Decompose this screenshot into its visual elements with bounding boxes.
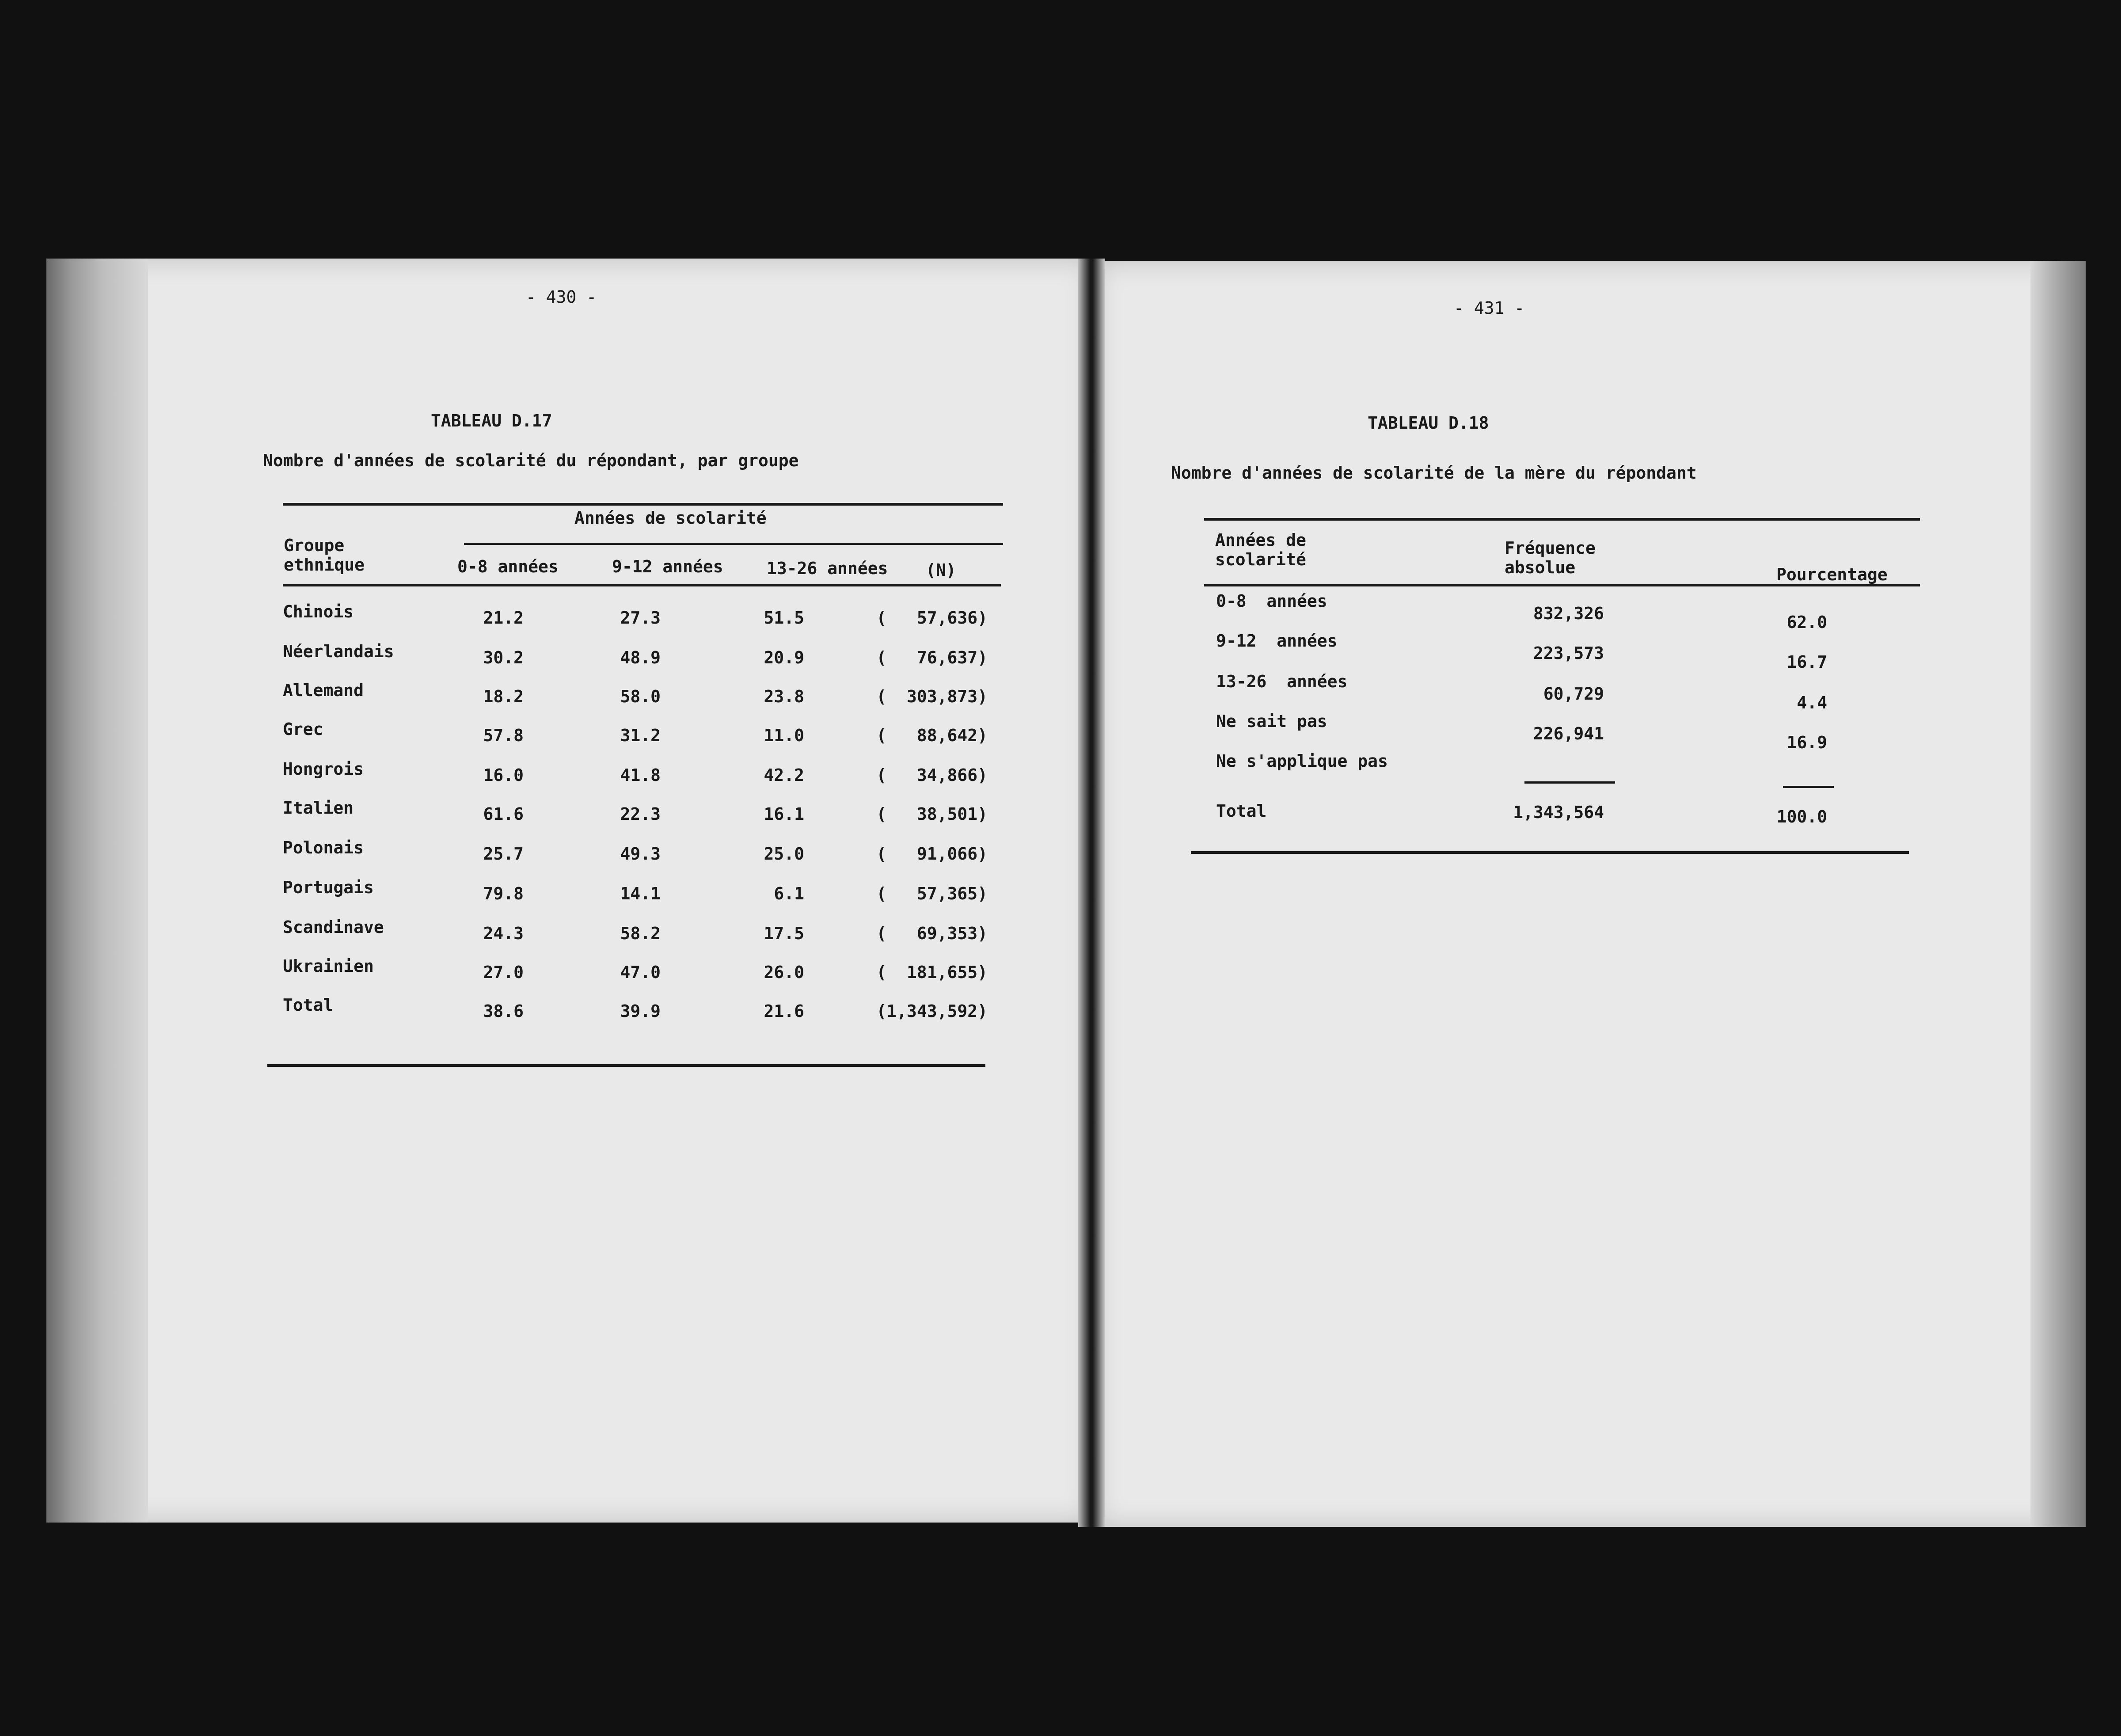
cell-pct-9-12: 58.2: [620, 924, 661, 943]
cell-n: ( 91,066): [876, 844, 988, 864]
cell-pct-0-8: 25.7: [483, 844, 524, 864]
left-col-header-group: Groupe ethnique: [284, 536, 365, 575]
cell-percent: 16.7: [1787, 652, 1827, 672]
right-col-header-frequency: Fréquence absolue: [1505, 538, 1596, 577]
right-sum-rule-frequency: [1524, 781, 1615, 784]
cell-n: ( 88,642): [876, 726, 988, 745]
cell-pct-13-26: 42.2: [764, 765, 804, 785]
cell-group: Hongrois: [283, 759, 364, 779]
cell-group: Scandinave: [283, 917, 384, 937]
left-header-rule: [283, 584, 1001, 586]
cell-group: Grec: [283, 720, 323, 739]
cell-n: ( 57,365): [876, 884, 988, 903]
cell-pct-9-12: 47.0: [620, 963, 661, 982]
cell-n: ( 303,873): [876, 687, 988, 706]
cell-pct-0-8: 16.0: [483, 765, 524, 785]
left-col-header-13-26: 13-26 années: [767, 559, 888, 578]
cell-years: Ne sait pas: [1216, 712, 1327, 731]
left-table-title: Nombre d'années de scolarité du répondant, par groupe: [263, 451, 799, 470]
cell-pct-9-12: 14.1: [620, 884, 661, 903]
cell-n: ( 34,866): [876, 765, 988, 785]
right-page-edge: [2030, 261, 2086, 1527]
left-spanner-rule: [464, 543, 1003, 545]
cell-group: Allemand: [283, 681, 364, 700]
left-table-id: TABLEAU D.17: [431, 411, 552, 430]
right-top-rule: [1204, 518, 1920, 521]
right-page: [1096, 261, 2086, 1527]
cell-pct-0-8: 57.8: [483, 726, 524, 745]
cell-pct-9-12: 58.0: [620, 687, 661, 706]
right-col-header-percent: Pourcentage: [1776, 565, 1888, 584]
left-spanner-header: Années de scolarité: [574, 508, 767, 528]
cell-pct-9-12: 48.9: [620, 648, 661, 667]
cell-pct-13-26: 11.0: [764, 726, 804, 745]
right-col-header-years: Années de scolarité: [1215, 530, 1306, 569]
book-gutter: [1078, 259, 1105, 1527]
cell-years: 13-26 années: [1216, 672, 1348, 691]
right-table-id: TABLEAU D.18: [1368, 413, 1489, 433]
cell-group: Portugais: [283, 878, 374, 897]
cell-n: ( 76,637): [876, 648, 988, 667]
cell-pct-0-8: 27.0: [483, 963, 524, 982]
cell-pct-13-26: 20.9: [764, 648, 804, 667]
cell-pct-0-8: 30.2: [483, 648, 524, 667]
cell-group: Total: [283, 995, 334, 1015]
cell-pct-9-12: 31.2: [620, 726, 661, 745]
cell-frequency: 223,573: [1533, 643, 1604, 663]
cell-n: ( 57,636): [876, 608, 988, 628]
cell-pct-13-26: 26.0: [764, 963, 804, 982]
cell-group: Chinois: [283, 602, 354, 621]
cell-years: 9-12 années: [1216, 631, 1338, 651]
cell-pct-0-8: 18.2: [483, 687, 524, 706]
cell-pct-9-12: 27.3: [620, 608, 661, 628]
cell-percent: 16.9: [1787, 733, 1827, 752]
cell-pct-13-26: 51.5: [764, 608, 804, 628]
left-page-edge: [46, 259, 148, 1523]
cell-group: Néerlandais: [283, 642, 394, 661]
cell-pct-0-8: 24.3: [483, 924, 524, 943]
cell-n: ( 181,655): [876, 963, 988, 982]
cell-pct-13-26: 16.1: [764, 804, 804, 824]
cell-pct-9-12: 22.3: [620, 804, 661, 824]
cell-frequency: 832,326: [1533, 604, 1604, 623]
right-total-percent: 100.0: [1776, 807, 1827, 826]
cell-frequency: 60,729: [1543, 684, 1604, 704]
cell-pct-0-8: 79.8: [483, 884, 524, 903]
left-col-header-0-8: 0-8 années: [457, 557, 559, 576]
cell-group: Italien: [283, 798, 354, 818]
cell-pct-9-12: 39.9: [620, 1001, 661, 1021]
cell-pct-13-26: 6.1: [774, 884, 804, 903]
cell-pct-13-26: 21.6: [764, 1001, 804, 1021]
cell-pct-0-8: 38.6: [483, 1001, 524, 1021]
cell-pct-9-12: 49.3: [620, 844, 661, 864]
cell-pct-9-12: 41.8: [620, 765, 661, 785]
cell-years: 0-8 années: [1216, 591, 1327, 611]
right-table-title: Nombre d'années de scolarité de la mère du répondant: [1171, 463, 1697, 483]
cell-pct-13-26: 25.0: [764, 844, 804, 864]
right-sum-rule-percent: [1783, 786, 1834, 788]
cell-percent: 4.4: [1797, 693, 1827, 712]
cell-years: Ne s'applique pas: [1216, 751, 1388, 771]
left-page-number: - 430 -: [526, 287, 597, 307]
right-bottom-rule: [1191, 851, 1909, 854]
right-header-rule: [1204, 584, 1920, 586]
cell-percent: 62.0: [1787, 613, 1827, 632]
right-total-frequency: 1,343,564: [1513, 803, 1604, 822]
cell-pct-0-8: 21.2: [483, 608, 524, 628]
left-col-header-9-12: 9-12 années: [612, 557, 723, 576]
cell-pct-0-8: 61.6: [483, 804, 524, 824]
cell-n: ( 69,353): [876, 924, 988, 943]
cell-group: Polonais: [283, 838, 364, 857]
cell-group: Ukrainien: [283, 956, 374, 976]
right-page-number: - 431 -: [1454, 298, 1525, 318]
left-top-rule: [283, 503, 1003, 506]
left-col-header-n: (N): [926, 560, 956, 580]
cell-n: (1,343,592): [876, 1001, 988, 1021]
cell-pct-13-26: 23.8: [764, 687, 804, 706]
cell-n: ( 38,501): [876, 804, 988, 824]
right-total-label: Total: [1216, 801, 1267, 821]
left-bottom-rule: [267, 1064, 985, 1067]
cell-pct-13-26: 17.5: [764, 924, 804, 943]
cell-frequency: 226,941: [1533, 724, 1604, 743]
